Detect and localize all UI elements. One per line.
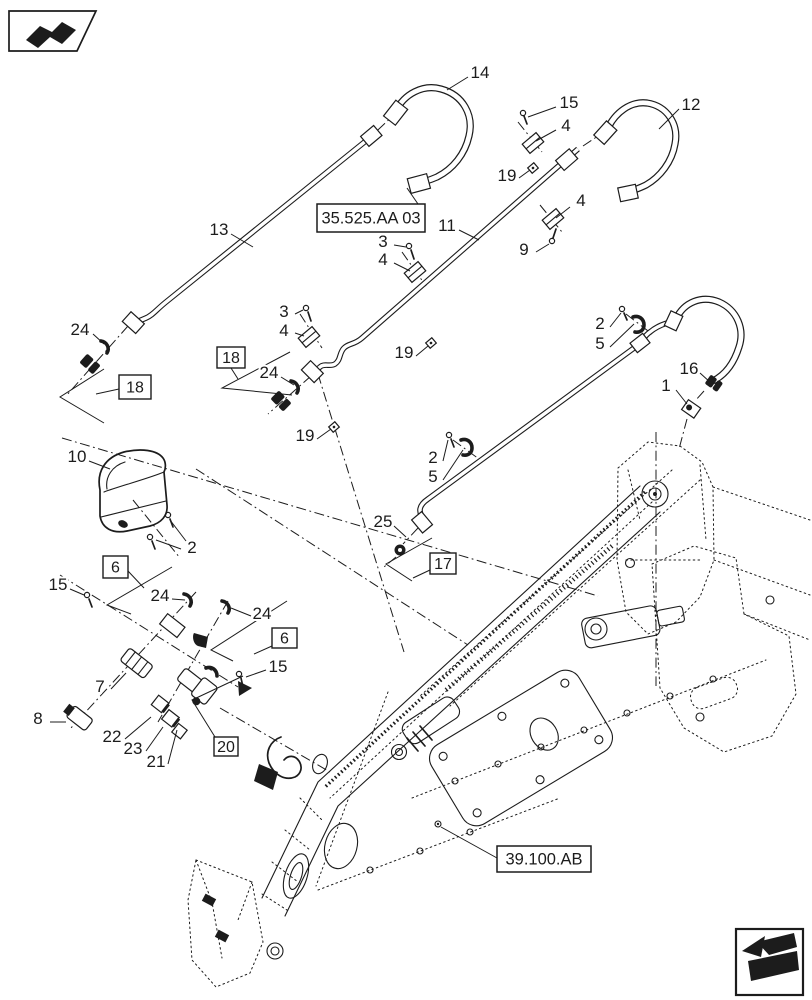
callout-7[interactable]: 7 [95,677,105,696]
boxed-callout-18[interactable] [119,375,151,399]
callout-5[interactable]: 5 [595,334,605,353]
callout-24[interactable]: 24 [150,586,170,605]
leader-line [70,589,84,595]
leader-line [156,540,181,549]
leader-line [394,526,406,537]
leader-line [317,429,331,439]
callout-2[interactable]: 2 [428,448,438,467]
leader-line [416,346,428,356]
leader-line [125,717,151,739]
leader-line [111,673,126,689]
callout-4[interactable]: 4 [576,191,586,210]
fitting-cluster [62,594,229,739]
boxed-callout-18[interactable] [217,347,245,368]
leader-line [231,368,238,379]
rear-chassis [652,487,810,752]
leader-line [394,245,406,247]
leader-line [413,570,430,578]
hose-12 [594,103,676,202]
callout-10[interactable]: 10 [67,447,87,466]
callout-15[interactable]: 15 [268,657,288,676]
hose-14 [384,88,471,194]
callout-16[interactable]: 16 [679,359,699,378]
callout-4[interactable]: 4 [378,250,388,269]
boxed-callout-label: 17 [434,556,452,573]
ref-39-100-AB[interactable] [497,846,591,872]
access-panel [424,664,619,831]
section-back-icon[interactable] [9,11,96,51]
leader-line [447,77,468,90]
leader-line [443,440,448,461]
boom-foot [188,860,263,987]
callout-13[interactable]: 13 [209,220,229,239]
leader-line [528,107,556,117]
callout-5[interactable]: 5 [428,467,438,486]
leader-line [96,389,119,394]
machine-body [188,432,810,987]
boxed-callout-label: 6 [111,559,120,577]
callout-3[interactable]: 3 [378,232,388,251]
callout-22[interactable]: 22 [102,727,122,746]
callout-19[interactable]: 19 [497,166,517,185]
callout-4[interactable]: 4 [561,116,571,135]
boxed-callout-label: 20 [217,739,235,756]
leader-line [295,310,303,314]
tube-13 [79,125,382,374]
callout-15[interactable]: 15 [48,575,68,594]
boom-cylinder [392,694,463,760]
callout-9[interactable]: 9 [519,240,529,259]
bracket-chevron [60,369,104,423]
reference-label: 35.525.AA 03 [321,209,421,228]
callout-11[interactable]: 11 [438,216,456,235]
boxed-callout-label: 6 [280,630,289,648]
leader-line [536,244,549,252]
leader-line [246,670,266,677]
callout-14[interactable]: 14 [470,63,490,82]
hose-16 [664,299,741,392]
callout-24[interactable]: 24 [259,363,279,382]
leader-line [168,730,177,764]
boxed-callout-6[interactable] [103,556,128,578]
leader-line [254,646,272,654]
callout-2[interactable]: 2 [187,538,197,557]
reference-layer [103,204,591,872]
leader-line [128,571,144,588]
callout-21[interactable]: 21 [146,752,166,771]
rear-cylinder [581,600,687,649]
boxed-callout-20[interactable] [214,737,238,756]
leader-line [170,520,186,541]
callout-12[interactable]: 12 [681,95,701,114]
fitting-1 [682,400,701,418]
callout-25[interactable]: 25 [373,512,393,531]
leader-line [676,390,687,404]
clip-19-group [329,163,539,433]
callout-24[interactable]: 24 [70,320,90,339]
callout-2[interactable]: 2 [595,314,605,333]
leader-line [441,827,497,858]
boxed-callout-label: 18 [222,350,240,367]
ref-35-525-AA-03[interactable] [317,204,425,232]
leader-line [231,608,251,616]
callout-19[interactable]: 19 [394,343,414,362]
callout-24[interactable]: 24 [252,604,272,623]
callout-8[interactable]: 8 [33,709,43,728]
callout-3[interactable]: 3 [279,302,289,321]
leader-line [172,599,185,600]
leader-line [519,170,530,178]
callout-15[interactable]: 15 [559,93,579,112]
leader-line [146,727,163,751]
reference-label: 39.100.AB [505,850,583,869]
leader-line [93,334,104,344]
rear-tower [617,432,714,686]
tube-15-line [395,323,671,556]
section-forward-icon[interactable] [736,929,803,995]
leader-line [610,313,621,327]
callout-1[interactable]: 1 [661,376,671,395]
leader-line [394,263,410,271]
boom-arm [254,470,700,959]
clip-5-group [461,316,644,455]
callout-19[interactable]: 19 [295,426,315,445]
cover-10 [99,450,167,532]
callout-23[interactable]: 23 [123,739,143,758]
callout-4[interactable]: 4 [279,321,289,340]
boxed-callout-label: 18 [126,379,144,397]
boxed-callout-17[interactable] [430,553,456,574]
boxed-callout-6[interactable] [272,628,297,648]
